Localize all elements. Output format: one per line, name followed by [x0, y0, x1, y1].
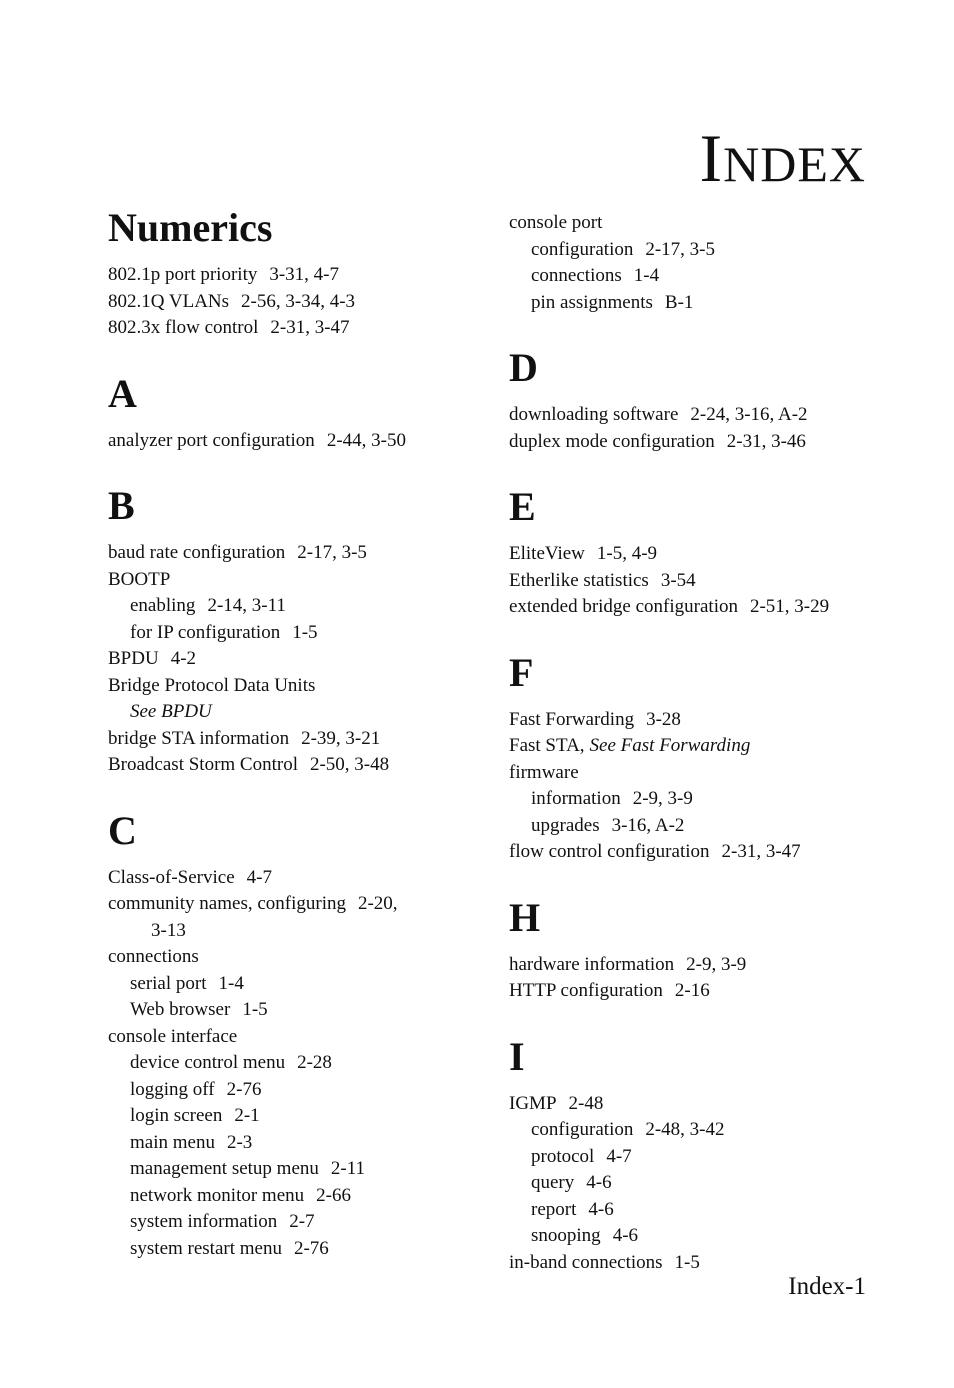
index-section	[509, 346, 879, 455]
entry-pages: 4-6	[588, 1198, 614, 1220]
section-heading: F	[509, 649, 534, 695]
entry-term: for IP configuration	[130, 621, 281, 643]
entry-term: 3-13	[151, 919, 186, 941]
index-entry	[108, 971, 478, 998]
page-title-rest: NDEX	[723, 135, 866, 192]
index-section	[108, 372, 478, 455]
index-entry	[108, 673, 478, 700]
index-entry	[108, 289, 478, 316]
entry-term: downloading software	[509, 404, 679, 425]
entry-pages: 2-66	[316, 1184, 351, 1206]
entry-term: firmware	[509, 761, 579, 783]
entry-pages: 2-50, 3-48	[309, 754, 390, 775]
entry-term: analyzer port configuration	[108, 429, 315, 451]
index-entry	[509, 786, 879, 813]
section-heading: D	[509, 345, 538, 390]
entry-term: in-band connections	[509, 1251, 663, 1273]
index-entry	[509, 402, 879, 429]
entry-pages: 2-1	[234, 1105, 260, 1126]
entry-term: Broadcast Storm Control	[108, 754, 298, 775]
entry-term: serial port	[130, 972, 207, 994]
entry-term: community names, configuring	[108, 893, 346, 914]
index-entry	[108, 1024, 478, 1051]
entry-pages: 3-28	[646, 708, 681, 730]
index-entry	[509, 760, 879, 787]
entry-term: protocol	[531, 1145, 595, 1167]
index-entry	[108, 1130, 478, 1157]
entry-term: information	[531, 788, 621, 809]
index-entry	[108, 865, 478, 892]
index-section	[108, 206, 478, 342]
entry-term: network monitor menu	[130, 1184, 305, 1206]
entry-term: flow control configuration	[509, 841, 710, 862]
entry-term: connections	[108, 946, 199, 967]
section-heading: B	[108, 483, 135, 528]
index-entry	[108, 1103, 478, 1130]
index-entry	[509, 1117, 879, 1144]
section-heading: A	[108, 370, 137, 416]
entry-term: device control menu	[130, 1052, 286, 1073]
entry-pages: 2-31, 3-47	[721, 841, 801, 862]
index-section	[509, 896, 879, 1005]
entry-term: query	[531, 1172, 575, 1193]
entry-term: console interface	[108, 1025, 238, 1047]
section-heading: Numerics	[108, 205, 273, 250]
entry-pages: 2-76	[226, 1078, 262, 1100]
entry-pages: 4-7	[606, 1145, 632, 1167]
index-entry	[108, 891, 478, 918]
entry-pages: 2-3	[226, 1131, 253, 1153]
entry-term: configuration	[531, 238, 634, 260]
entry-term: Class-of-Service	[108, 866, 235, 888]
entry-term: system restart menu	[130, 1237, 282, 1259]
entry-pages: 2-31, 3-46	[726, 430, 806, 452]
entry-pages: 3-31, 4-7	[269, 264, 340, 285]
entry-term: HTTP configuration	[509, 980, 663, 1001]
index-entry	[509, 429, 879, 456]
index-entry	[108, 997, 478, 1024]
index-entry	[509, 1197, 879, 1224]
index-entry	[108, 315, 478, 342]
index-entry	[509, 210, 879, 237]
entry-pages: 2-76	[293, 1237, 329, 1259]
index-entry	[509, 813, 879, 840]
entry-pages: 2-9, 3-9	[632, 788, 693, 809]
entry-pages: 2-7	[289, 1211, 315, 1232]
entry-term: configuration	[531, 1119, 634, 1140]
entry-term: Etherlike statistics	[509, 569, 649, 591]
entry-term: snooping	[531, 1225, 601, 1246]
entry-pages: 2-51, 3-29	[749, 596, 830, 617]
index-column-left	[108, 206, 478, 1292]
index-entry	[509, 1223, 879, 1250]
index-entry	[108, 646, 478, 673]
entry-term: pin assignments	[531, 291, 653, 313]
entry-pages: 2-56, 3-34, 4-3	[241, 290, 356, 312]
entry-pages: 1-4	[218, 972, 244, 994]
entry-term: connections	[531, 265, 622, 286]
index-section	[509, 651, 879, 866]
entry-term: 802.1p port priority	[108, 264, 258, 285]
index-entry	[108, 1156, 478, 1183]
entry-term: Web browser	[130, 999, 231, 1020]
entry-term: 802.3x flow control	[108, 317, 259, 338]
entry-pages: 2-48, 3-42	[645, 1119, 725, 1140]
entry-pages: 4-6	[612, 1225, 639, 1246]
index-entry	[509, 263, 879, 290]
entry-pages: 2-17, 3-5	[297, 542, 367, 563]
entry-pages: 2-44, 3-50	[326, 429, 406, 451]
entry-pages: 2-31, 3-47	[270, 317, 350, 338]
index-entry	[108, 918, 478, 945]
index-entry	[509, 707, 879, 734]
page-number: Index-1	[788, 1273, 866, 1300]
entry-term: system information	[130, 1211, 278, 1232]
entry-term: BPDU	[108, 648, 159, 669]
index-entry	[108, 262, 478, 289]
entry-pages: 1-4	[633, 265, 660, 286]
entry-pages: 3-16, A-2	[611, 814, 685, 836]
entry-term: report	[531, 1198, 577, 1220]
index-entry	[509, 541, 879, 568]
entry-pages: 2-39, 3-21	[301, 727, 381, 749]
entry-term: hardware information	[509, 953, 675, 975]
entry-term: management setup menu	[130, 1158, 319, 1179]
index-entry	[108, 540, 478, 567]
entry-term: extended bridge configuration	[509, 596, 738, 617]
index-entry	[108, 593, 478, 620]
entry-term: IGMP	[509, 1092, 557, 1114]
entry-pages: 1-5	[292, 621, 318, 643]
entry-term: main menu	[130, 1131, 215, 1153]
entry-term: login screen	[130, 1105, 223, 1126]
section-heading: E	[509, 484, 536, 529]
index-entry	[108, 567, 478, 594]
index-entry	[509, 568, 879, 595]
section-heading: I	[509, 1033, 525, 1079]
entry-pages: 2-16	[674, 980, 710, 1001]
entry-pages: 1-5, 4-9	[596, 543, 658, 564]
index-entry	[108, 944, 478, 971]
index-entry	[509, 1091, 879, 1118]
index-section	[509, 210, 879, 316]
entry-term: 802.1Q VLANs	[108, 290, 230, 312]
entry-pages: 2-17, 3-5	[645, 238, 716, 260]
index-entry	[108, 620, 478, 647]
index-entry	[509, 978, 879, 1005]
section-heading: C	[108, 807, 137, 853]
entry-pages: 2-28	[297, 1052, 332, 1073]
entry-pages: 4-2	[170, 648, 197, 669]
entry-pages: B-1	[664, 291, 694, 313]
index-entry	[509, 733, 879, 760]
index-entry	[108, 428, 478, 455]
index-entry	[108, 752, 478, 779]
index-entry	[509, 839, 879, 866]
entry-pages: 2-11	[330, 1158, 366, 1179]
page-title	[699, 119, 866, 200]
entry-term: See BPDU	[130, 701, 212, 722]
entry-pages: 2-20,	[357, 893, 398, 914]
page-title-initial: I	[699, 119, 724, 196]
entry-term: enabling	[130, 595, 196, 616]
index-entry	[108, 1236, 478, 1263]
index-entry	[509, 1170, 879, 1197]
entry-pages: 1-5	[242, 999, 268, 1020]
index-entry	[509, 594, 879, 621]
entry-term: baud rate configuration	[108, 542, 286, 563]
entry-term: Fast STA,	[509, 735, 585, 756]
index-section	[108, 484, 478, 779]
entry-pages: 2-24, 3-16, A-2	[690, 404, 808, 425]
entry-pages: 4-7	[246, 866, 272, 888]
index-entry	[509, 1144, 879, 1171]
index-section	[509, 1035, 879, 1277]
entry-term: Bridge Protocol Data Units	[108, 674, 316, 696]
index-entry	[108, 1077, 478, 1104]
index-column-right	[509, 210, 879, 1306]
entry-pages: 4-6	[586, 1172, 612, 1193]
index-entry	[108, 1183, 478, 1210]
entry-term: console port	[509, 212, 603, 233]
section-heading: H	[509, 894, 541, 940]
entry-pages: 2-48	[568, 1092, 604, 1114]
index-entry	[509, 290, 879, 317]
index-section	[108, 809, 478, 1263]
index-entry	[509, 952, 879, 979]
entry-pages: 2-9, 3-9	[686, 953, 747, 975]
index-entry	[108, 1050, 478, 1077]
entry-pages: 3-54	[660, 569, 696, 591]
entry-see-reference: See Fast Forwarding	[589, 735, 751, 756]
entry-term: bridge STA information	[108, 727, 290, 749]
index-entry	[509, 237, 879, 264]
entry-term: upgrades	[531, 814, 600, 836]
entry-term: EliteView	[509, 543, 585, 564]
entry-term: Fast Forwarding	[509, 708, 635, 730]
entry-pages: 2-14, 3-11	[207, 595, 286, 616]
entry-term: logging off	[130, 1078, 215, 1100]
index-entry	[108, 699, 478, 726]
index-section	[509, 485, 879, 621]
entry-pages: 1-5	[674, 1251, 700, 1273]
entry-term: duplex mode configuration	[509, 430, 715, 452]
index-entry	[108, 1209, 478, 1236]
index-entry	[108, 726, 478, 753]
entry-term: BOOTP	[108, 568, 171, 590]
